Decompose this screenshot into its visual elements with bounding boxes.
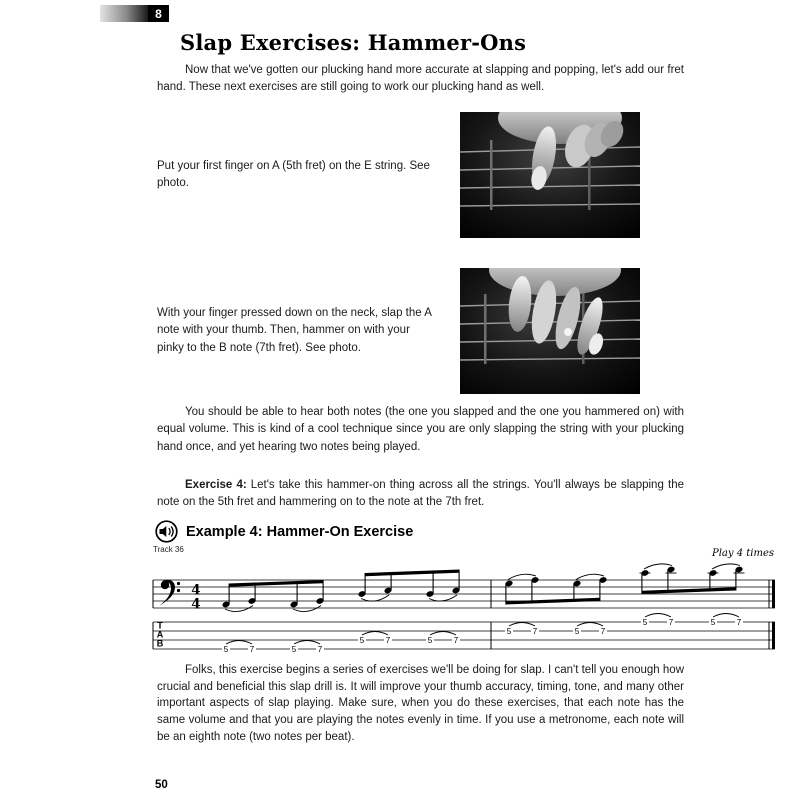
speaker-audio-icon <box>155 520 178 543</box>
svg-text:7: 7 <box>668 618 674 627</box>
chapter-number: 8 <box>155 6 162 21</box>
svg-text:7: 7 <box>736 618 742 627</box>
instruction-row-2 <box>157 268 684 394</box>
svg-text:7: 7 <box>532 627 538 636</box>
fretting-hand-photo-1 <box>460 112 640 238</box>
play-direction-label: Play 4 times <box>711 548 774 559</box>
chapter-number-badge <box>148 5 169 22</box>
chapter-badge-gradient <box>100 5 148 22</box>
svg-text:7: 7 <box>600 627 606 636</box>
svg-text:5: 5 <box>574 627 580 636</box>
svg-text:7: 7 <box>317 645 323 654</box>
page-number: 50 <box>155 779 168 791</box>
exercise-4-text: Let's take this hammer-on thing across all the strings. You'll always be slapping the note on the 5th fret and hammering on to the note at the 7th fret. <box>157 479 684 509</box>
svg-text:5: 5 <box>710 618 716 627</box>
fret-wire <box>484 294 487 364</box>
svg-text:B: B <box>156 638 164 649</box>
track-number-label: Track 36 <box>153 545 184 554</box>
music-example <box>152 548 780 660</box>
step-1-text: Put your first finger on A (5th fret) on the E string. See photo. <box>157 159 430 189</box>
example-heading <box>155 520 413 543</box>
instruction-row-1 <box>157 112 684 238</box>
ring <box>564 328 572 336</box>
svg-text:5: 5 <box>506 627 512 636</box>
both-notes-paragraph: You should be able to hear both notes (the one you slapped and the one you hammered on) with equal volume. This is kind of a cool technique since you are only slapping the string with your plucking hand once, and yet hearing two notes being played. <box>157 406 684 453</box>
svg-text:7: 7 <box>453 636 459 645</box>
step-2-text: With your finger pressed down on the neck, slap the A note with your thumb. Then, hammer on with your pinky to the B note (7th fret). See photo. <box>157 307 432 354</box>
svg-text:A: A <box>156 629 164 640</box>
svg-text:7: 7 <box>385 636 391 645</box>
svg-text:5: 5 <box>223 645 229 654</box>
svg-text:5: 5 <box>642 618 648 627</box>
exercise-4-paragraph <box>157 477 684 512</box>
chapter-badge-strip <box>100 5 169 22</box>
svg-text:4: 4 <box>191 582 201 599</box>
svg-text:7: 7 <box>249 645 255 654</box>
fretting-hand-photo-2 <box>460 268 640 394</box>
closing-paragraph: Folks, this exercise begins a series of exercises we'll be doing for slap. I can't tell you enough how crucial and beneficial this slap drill is. It will improve your thumb accuracy, timing, tone, and many other important aspects of slap playing. Make sure, when you do these exercises, that each note has the same volume and that you are playing the notes evenly in time. If you use a metronome, each note will be an eighth note (two notes per beat). <box>157 664 684 743</box>
intro-paragraph: Now that we've gotten our plucking hand more accurate at slapping and popping, let's add our fret hand. These next exercises are still going to work our plucking hand as well. <box>157 64 684 94</box>
svg-text:T: T <box>157 620 163 631</box>
example-heading-text: Example 4: Hammer-On Exercise <box>186 523 414 540</box>
page-title: Slap Exercises: Hammer-Ons <box>180 30 527 55</box>
svg-text:5: 5 <box>427 636 433 645</box>
svg-text:4: 4 <box>191 596 201 613</box>
svg-text:5: 5 <box>359 636 365 645</box>
exercise-4-label: Exercise 4: <box>185 479 247 491</box>
svg-text:5: 5 <box>291 645 297 654</box>
fret-wire <box>490 140 493 210</box>
music-notation-staff-and-tab <box>152 560 780 660</box>
